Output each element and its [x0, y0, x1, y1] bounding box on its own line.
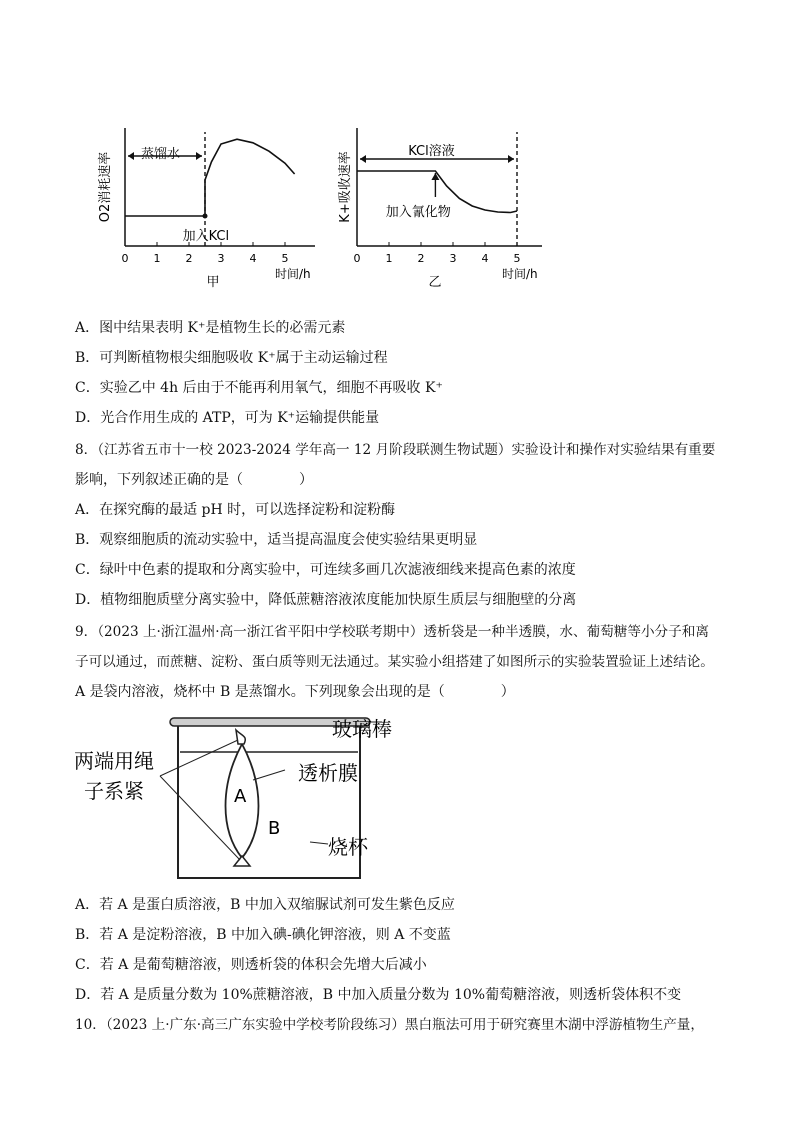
q7-option-a: A．图中结果表明 K⁺是植物生长的必需元素 — [75, 320, 346, 336]
x-axis-label: 时间/h — [275, 267, 311, 281]
q8-option-a: A．在探究酶的最适 pH 时，可以选择淀粉和淀粉酶 — [75, 502, 396, 518]
label-b: B — [268, 818, 281, 839]
bag-tie-top — [236, 730, 245, 744]
q9-option-b: B．若 A 是淀粉溶液，B 中加入碘-碘化钾溶液，则 A 不变蓝 — [75, 927, 451, 943]
x-tick-label: 5 — [281, 252, 289, 265]
bag-tie-bottom — [234, 856, 250, 866]
q8-option-b: B．观察细胞质的流动实验中，适当提高温度会使实验结果更明显 — [75, 532, 478, 548]
x-tick-label: 4 — [481, 252, 489, 265]
q7-option-d: D．光合作用生成的 ATP，可为 K⁺运输提供能量 — [75, 410, 380, 426]
x-axis-label: 时间/h — [502, 267, 538, 281]
y-axis-label: K+吸收速率 — [338, 151, 353, 223]
annotation-distilled-water: 蒸馏水 — [141, 147, 181, 162]
arrow-head-left — [360, 155, 366, 163]
q9-option-a: A．若 A 是蛋白质溶液，B 中加入双缩脲试剂可发生紫色反应 — [75, 897, 455, 913]
point-marker — [203, 214, 208, 219]
arrow-head-left — [128, 152, 134, 160]
annotation-add-cyanide: 加入氰化物 — [385, 205, 451, 220]
x-tick-label: 1 — [153, 252, 161, 265]
annotation-kcl-solution: KCl溶液 — [408, 144, 455, 159]
q9-stem-line3: A 是袋内溶液，烧杯中 B 是蒸馏水。下列现象会出现的是（ ） — [75, 684, 515, 700]
arrow-head-right — [508, 155, 514, 163]
x-tick-label: 1 — [385, 252, 393, 265]
x-tick-label: 2 — [185, 252, 193, 265]
q7-option-c: C．实验乙中 4h 后由于不能再利用氧气，细胞不再吸收 K⁺ — [75, 380, 443, 396]
x-tick-label: 0 — [121, 252, 129, 265]
annotation-add-kcl: 加入KCl — [182, 229, 230, 244]
label-tie-line2: 子系紧 — [84, 779, 144, 803]
q7-option-b: B．可判断植物根尖细胞吸收 K⁺属于主动运输过程 — [75, 350, 388, 366]
x-tick-label: 0 — [353, 252, 361, 265]
q10-stem-line1: 10．（2023 上·广东·高三广东实验中学校考阶段练习）黑白瓶法可用于研究赛里木湖中浮游植物生产量， — [75, 1017, 704, 1033]
chart-jia — [95, 118, 325, 293]
q9-option-d: D．若 A 是质量分数为 10%蔗糖溶液，B 中加入质量分数为 10%葡萄糖溶液，则透析袋体积不变 — [75, 987, 682, 1003]
chart-title: 甲 — [206, 275, 220, 290]
label-beaker: 烧杯 — [328, 835, 368, 859]
q8-stem-line2: 影响，下列叙述正确的是（ ） — [75, 472, 313, 488]
chart-title: 乙 — [428, 275, 442, 290]
arrow-head-right — [196, 152, 202, 160]
chart-yi — [335, 118, 555, 293]
x-tick-label: 3 — [449, 252, 457, 265]
dialysis-figure — [70, 710, 420, 890]
y-axis-label: O2消耗速率 — [98, 151, 113, 223]
x-tick-label: 3 — [217, 252, 225, 265]
q9-stem-line1: 9．（2023 上·浙江温州·高一浙江省平阳中学校联考期中）透析袋是一种半透膜，水、葡萄糖等小分子和离 — [75, 624, 709, 640]
label-tie-line1: 两端用绳 — [74, 749, 154, 773]
q8-stem-line1: 8．（江苏省五市十一校 2023-2024 学年高一 12 月阶段联测生物试题）实验设计和操作对实验结果有重要 — [75, 442, 716, 458]
x-tick-label: 4 — [249, 252, 257, 265]
q8-option-d: D．植物细胞质壁分离实验中，降低蔗糖溶液浓度能加快原生质层与细胞壁的分离 — [75, 592, 577, 608]
label-a: A — [234, 786, 247, 807]
label-membrane: 透析膜 — [298, 761, 358, 785]
q9-stem-line2: 子可以通过，而蔗糖、淀粉、蛋白质等则无法通过。某实验小组搭建了如图所示的实验装置验证上述结论。 — [75, 654, 714, 670]
x-tick-label: 2 — [417, 252, 425, 265]
q8-option-c: C．绿叶中色素的提取和分离实验中，可连续多画几次滤液细线来提高色素的浓度 — [75, 562, 576, 578]
q9-option-c: C．若 A 是葡萄糖溶液，则透析袋的体积会先增大后减小 — [75, 957, 427, 973]
label-rod: 玻璃棒 — [332, 717, 392, 741]
x-tick-label: 5 — [513, 252, 521, 265]
